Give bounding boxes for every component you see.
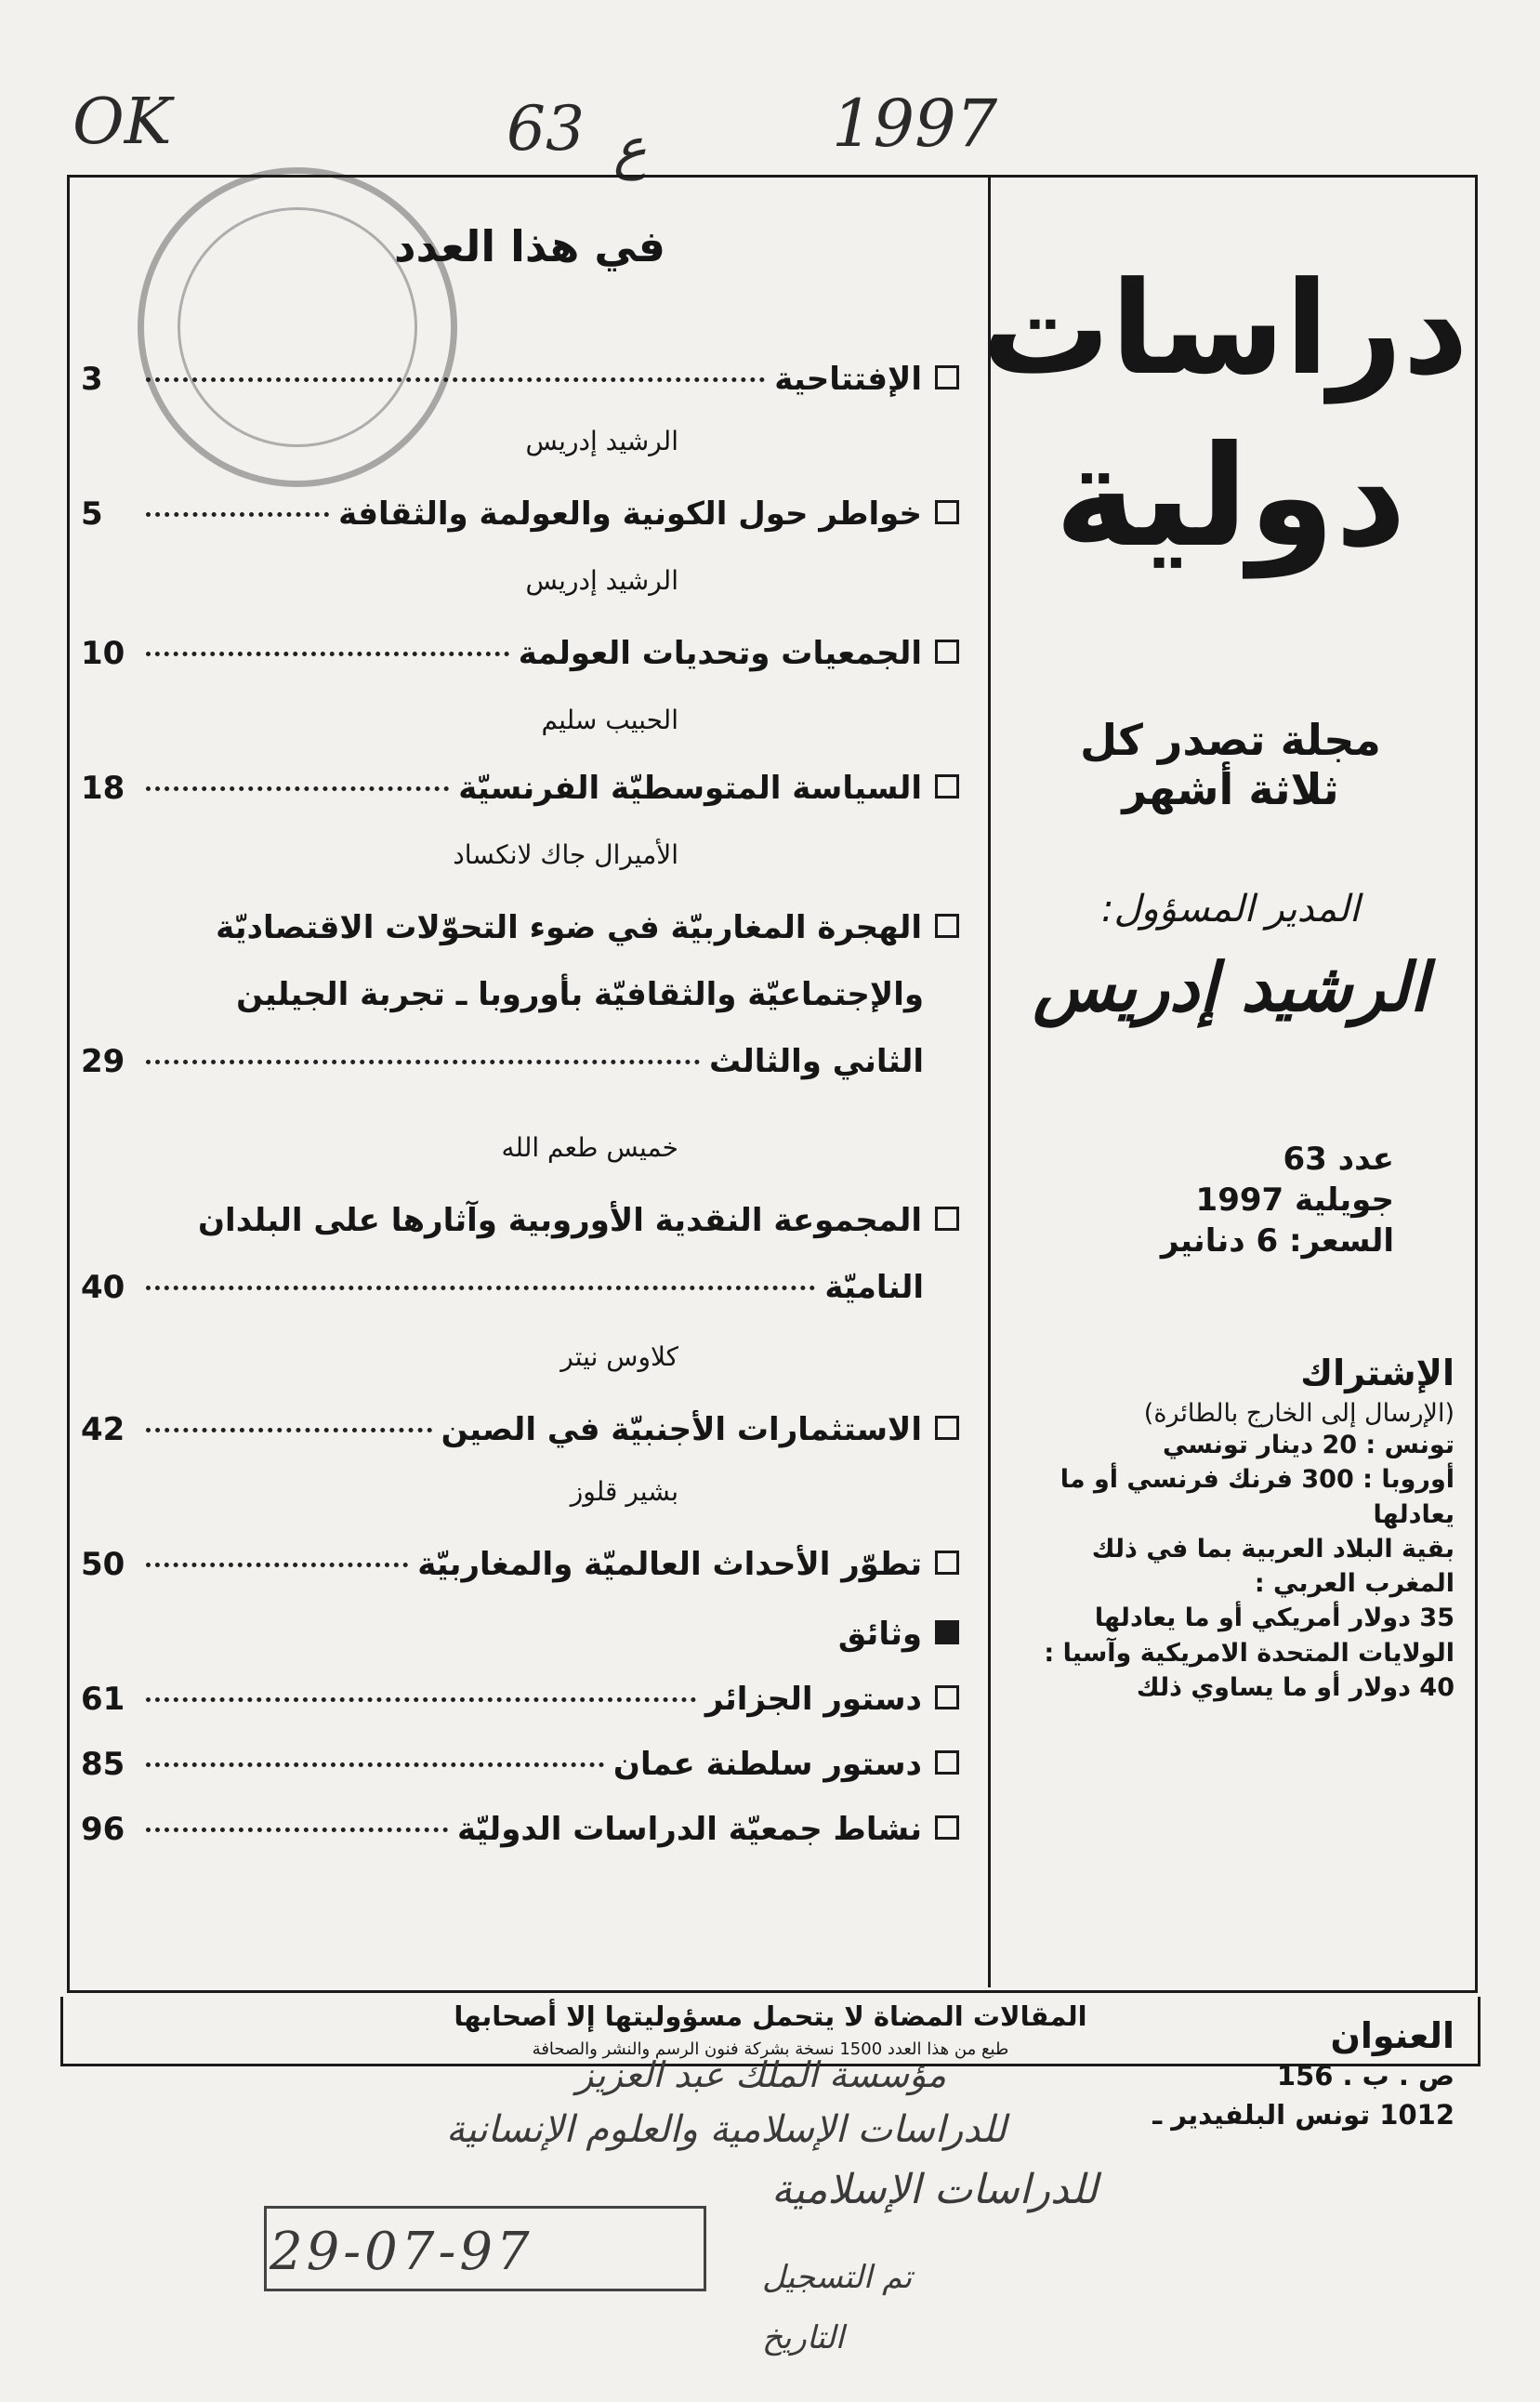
toc-page-number: 3 [81, 361, 103, 398]
toc-author: الرشيد إدريس [525, 565, 678, 596]
dot-leader [146, 1060, 700, 1064]
address-line: 1012 تونس البلفيدير ـ [1152, 2099, 1454, 2131]
checkbox-icon [935, 1416, 959, 1440]
toc-entry[interactable] [81, 1202, 959, 1306]
dot-leader [146, 1286, 815, 1290]
toc-page-number: 61 [81, 1681, 125, 1718]
checkbox-icon [935, 1750, 959, 1775]
address-line: ص . ب . 156 [1276, 2060, 1454, 2092]
checkbox-icon [935, 1551, 959, 1575]
toc-author: الأميرال جاك لانكساد [453, 839, 678, 870]
issue-price: السعر: 6 دنانير [1160, 1222, 1394, 1260]
handwritten-number: 63 [507, 93, 585, 165]
stamp-date-value: 29-07-97 [270, 2222, 533, 2282]
checkbox-icon [935, 500, 959, 524]
disclaimer: المقالات المضاة لا يتحمل مسؤوليتها إلا أصحابها [454, 2000, 1087, 2032]
stamp-date-label: التاريخ [762, 2319, 845, 2356]
toc-entry[interactable] [81, 770, 959, 807]
handwritten-ok: OK [72, 86, 172, 159]
dot-leader [146, 377, 765, 382]
toc-page-number: 18 [81, 770, 125, 807]
toc-entry-title: تطوّر الأحداث العالميّة والمغاربيّة [417, 1546, 922, 1583]
toc-entry-title: الاستثمارات الأجنبيّة في الصين [441, 1411, 922, 1448]
subscription-line: 35 دولار أمريكي أو ما يعادلها [1094, 1604, 1454, 1633]
checkbox-icon [935, 640, 959, 664]
toc-section[interactable] [81, 1616, 959, 1653]
toc-page-number: 29 [81, 1043, 125, 1080]
handwritten-year: 1997 [832, 86, 998, 162]
handwritten-ain: ع [613, 116, 647, 181]
toc-author: كلاوس نيتر [560, 1341, 678, 1372]
subscription-note: (الإرسال إلى الخارج بالطائرة) [1143, 1399, 1454, 1428]
journal-title-line2: دولية [1054, 416, 1407, 578]
address-title: العنوان [1330, 2015, 1454, 2056]
toc-title: في هذا العدد [393, 221, 666, 271]
issue-number: عدد 63 [1283, 1141, 1394, 1178]
toc-entry-title: الهجرة المغاربيّة في ضوء التحوّلات الاقتصاديّة [216, 909, 922, 946]
subscription-line: الولايات المتحدة الامريكية وآسيا : [1044, 1638, 1454, 1668]
tagline-line1: مجلة تصدر كل [1080, 715, 1381, 765]
subscription-line: المغرب العربي : [1254, 1569, 1454, 1598]
subscription-line: تونس : 20 دينار تونسي [1162, 1431, 1454, 1459]
tagline-line2: ثلاثة أشهر [1122, 763, 1339, 814]
toc-entry-title-line2: والإجتماعيّة والثقافيّة بأوروبا ـ تجربة الجيلين [236, 976, 924, 1013]
toc-page-number: 10 [81, 635, 125, 672]
stamp-line: للدراسات الإسلامية والعلوم الإنسانية [446, 2108, 1007, 2151]
stamp-registered-label: تم التسجيل [762, 2259, 913, 2296]
toc-entry-title-line3: الثاني والثالث [708, 1043, 924, 1080]
subscription-line: 40 دولار أو ما يساوي ذلك [1136, 1672, 1454, 1702]
checkbox-icon [935, 1207, 959, 1231]
subscription-line: يعادلها [1373, 1499, 1454, 1529]
dot-leader [146, 1697, 696, 1702]
toc-page-number: 42 [81, 1411, 125, 1448]
issue-date: جويلية 1997 [1195, 1181, 1394, 1220]
director-label: المدير المسؤول: [1101, 888, 1360, 930]
toc-page-number: 40 [81, 1269, 125, 1306]
dot-leader [146, 652, 509, 656]
dot-leader [146, 1428, 432, 1432]
subscription-block [994, 1353, 1454, 1705]
column-divider [988, 175, 991, 1987]
director-name: الرشيد إدريس [1033, 948, 1428, 1026]
subscription-line: أوروبا : 300 فرنك فرنسي أو ما [1060, 1465, 1454, 1495]
stamp-line: للدراسات الإسلامية [771, 2166, 1099, 2213]
toc-entry-title: خواطر حول الكونية والعولمة والثقافة [338, 495, 922, 533]
journal-title-line1: دراسات [981, 254, 1468, 403]
checkbox-icon [935, 365, 959, 389]
toc-entry[interactable] [81, 1411, 959, 1448]
toc-entry-title: نشاط جمعيّة الدراسات الدوليّة [456, 1811, 922, 1848]
journal-tagline [993, 716, 1468, 814]
issue-info [1134, 1139, 1394, 1262]
print-note: طبع من هذا العدد 1500 نسخة بشركة فنون الرسم والنشر والصحافة [532, 2039, 1009, 2059]
toc-author: الحبيب سليم [541, 705, 678, 735]
toc-entry[interactable] [81, 909, 959, 1080]
toc-author: الرشيد إدريس [525, 426, 678, 456]
toc-entry-title: الجمعيات وتحديات العولمة [518, 635, 922, 672]
dot-leader [146, 512, 329, 517]
toc-entry-title: الإفتتاحية [774, 361, 922, 398]
toc-entry[interactable] [81, 1546, 959, 1583]
toc-page-number: 50 [81, 1546, 125, 1583]
dot-leader [146, 1563, 408, 1567]
toc-page-number: 85 [81, 1746, 125, 1783]
toc-entry[interactable] [81, 635, 959, 672]
subscription-line: بقية البلاد العربية بما في ذلك [1091, 1534, 1454, 1564]
checkbox-icon [935, 1815, 959, 1840]
toc-entry-title: المجموعة النقدية الأوروبية وآثارها على البلدان [198, 1202, 922, 1239]
toc-section-title: وثائق [837, 1616, 922, 1653]
toc-page-number: 5 [81, 495, 103, 533]
toc-author: خميس طعم الله [501, 1132, 678, 1163]
toc-entry-title: السياسة المتوسطيّة الفرنسيّة [458, 770, 922, 807]
toc-entry[interactable] [81, 1746, 959, 1783]
dot-leader [146, 1762, 604, 1767]
filled-square-icon [935, 1620, 959, 1644]
toc-entry[interactable] [81, 361, 959, 398]
toc-page-number: 96 [81, 1811, 125, 1848]
toc-entry[interactable] [81, 1681, 959, 1718]
checkbox-icon [935, 914, 959, 938]
stamp-line: مؤسسة الملك عبد العزيز [576, 2054, 947, 2095]
dot-leader [146, 1828, 448, 1832]
toc-entry-title: دستور الجزائر [704, 1681, 922, 1718]
toc-entry[interactable] [81, 495, 959, 533]
toc-entry-title: دستور سلطنة عمان [612, 1746, 922, 1783]
toc-entry-title-line2: الناميّة [824, 1269, 924, 1306]
dot-leader [146, 786, 449, 791]
toc-entry[interactable] [81, 1811, 959, 1848]
checkbox-icon [935, 774, 959, 798]
subscription-title: الإشتراك [1300, 1353, 1454, 1393]
toc-author: بشير قلوز [570, 1476, 678, 1507]
checkbox-icon [935, 1685, 959, 1709]
